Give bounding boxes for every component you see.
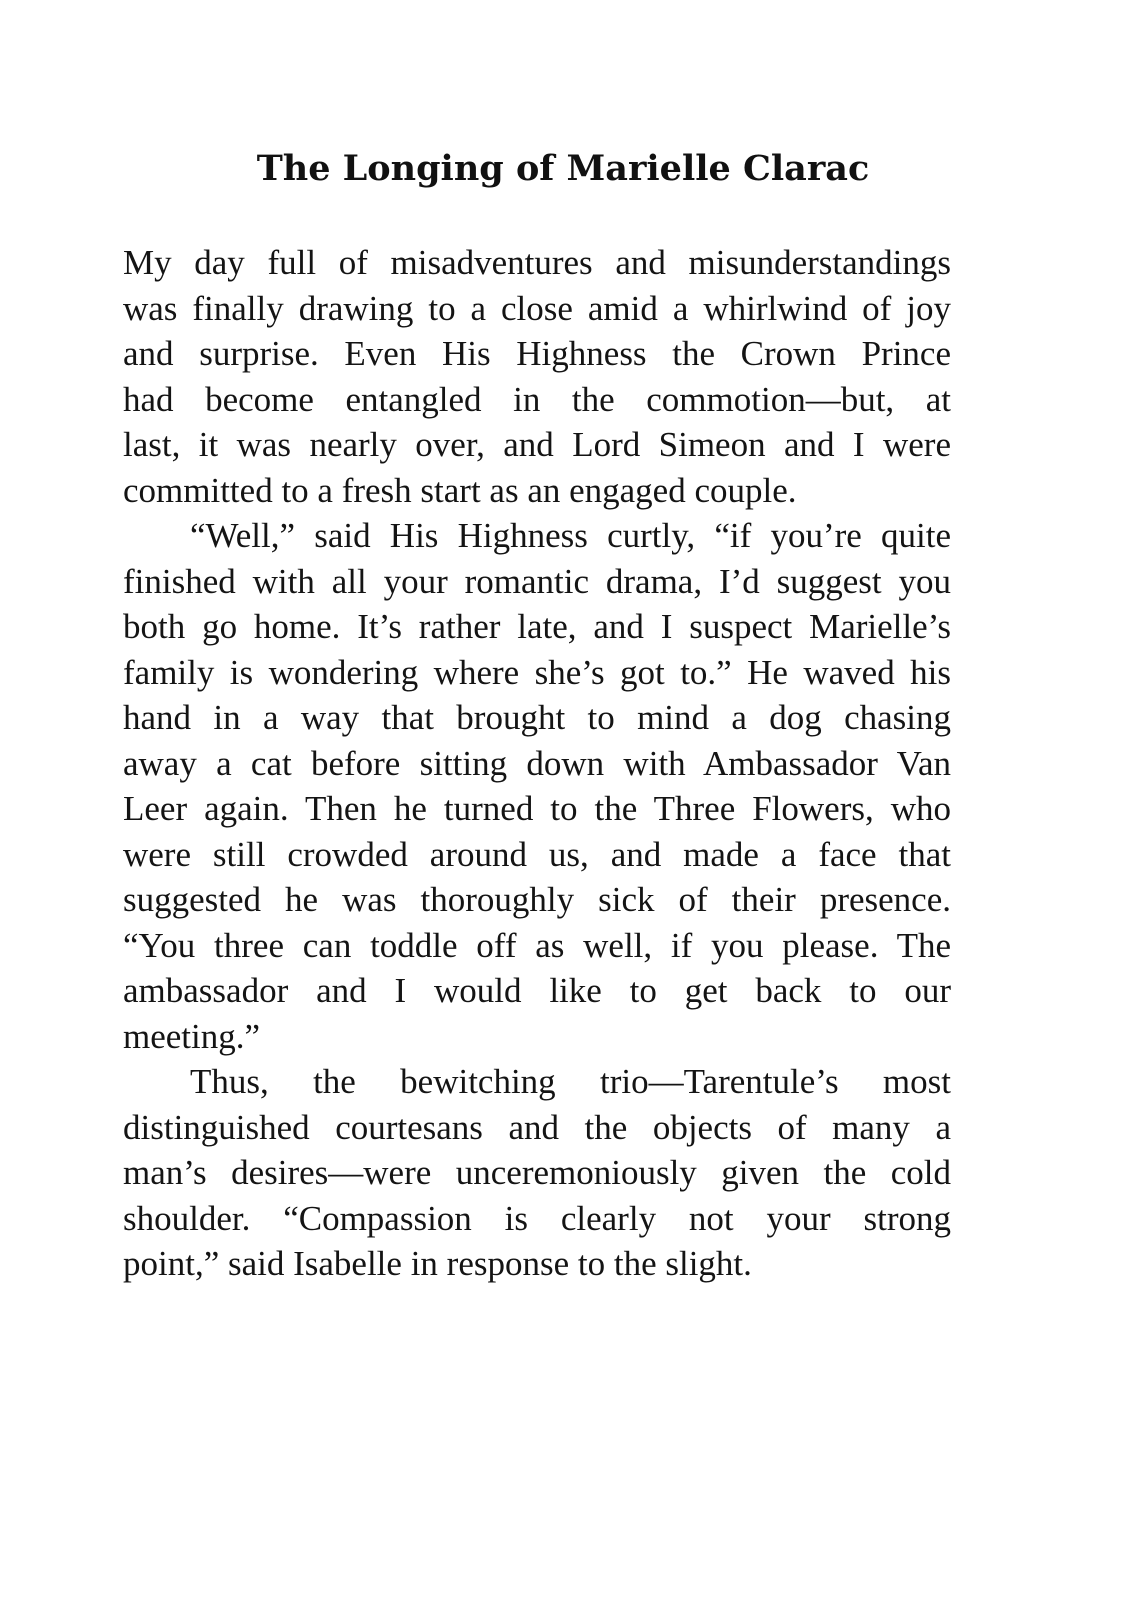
text-line: Leer again. Then he turned to the Three Flowers, who bbox=[123, 789, 951, 828]
text-line: Thus, the bewitching trio—Tarentule’s most bbox=[190, 1062, 951, 1101]
text-line: man’s desires—were unceremoniously given the cold bbox=[123, 1153, 951, 1192]
text-line: suggested he was thoroughly sick of their presence. bbox=[123, 880, 951, 919]
text-line: family is wondering where she’s got to.” He waved his bbox=[123, 652, 951, 692]
text-line: committed to a fresh start as an engaged couple. bbox=[123, 470, 797, 510]
text-line: My day full of misadventures and misunderstandings bbox=[123, 243, 951, 282]
text-line: distinguished courtesans and the objects of many a bbox=[123, 1107, 951, 1147]
text-line: and surprise. Even His Highness the Crown Prince bbox=[123, 334, 951, 373]
text-line: “Well,” said His Highness curtly, “if you’re quite bbox=[190, 516, 951, 555]
text-line: shoulder. “Compassion is clearly not your strong bbox=[123, 1198, 951, 1238]
text-line: were still crowded around us, and made a face that bbox=[123, 834, 951, 874]
text-line: finished with all your romantic drama, I’d suggest you bbox=[123, 561, 951, 601]
text-line: last, it was nearly over, and Lord Simeon and I were bbox=[123, 425, 951, 464]
text-line: meeting.” bbox=[123, 1016, 261, 1056]
body-text bbox=[123, 240, 951, 1287]
text-line: away a cat before sitting down with Ambassador Van bbox=[123, 743, 951, 783]
text-line: “You three can toddle off as well, if you please. The bbox=[123, 925, 951, 965]
text-line: hand in a way that brought to mind a dog chasing bbox=[123, 698, 951, 737]
text-line: both go home. It’s rather late, and I suspect Marielle’s bbox=[123, 607, 951, 646]
text-line: had become entangled in the commotion—but, at bbox=[123, 379, 951, 419]
chapter-title: The Longing of Marielle Clarac bbox=[256, 148, 870, 189]
text-line: ambassador and I would like to get back to our bbox=[123, 971, 951, 1010]
text-line: was finally drawing to a close amid a whirlwind of joy bbox=[123, 288, 951, 328]
text-line: point,” said Isabelle in response to the slight. bbox=[123, 1244, 752, 1283]
